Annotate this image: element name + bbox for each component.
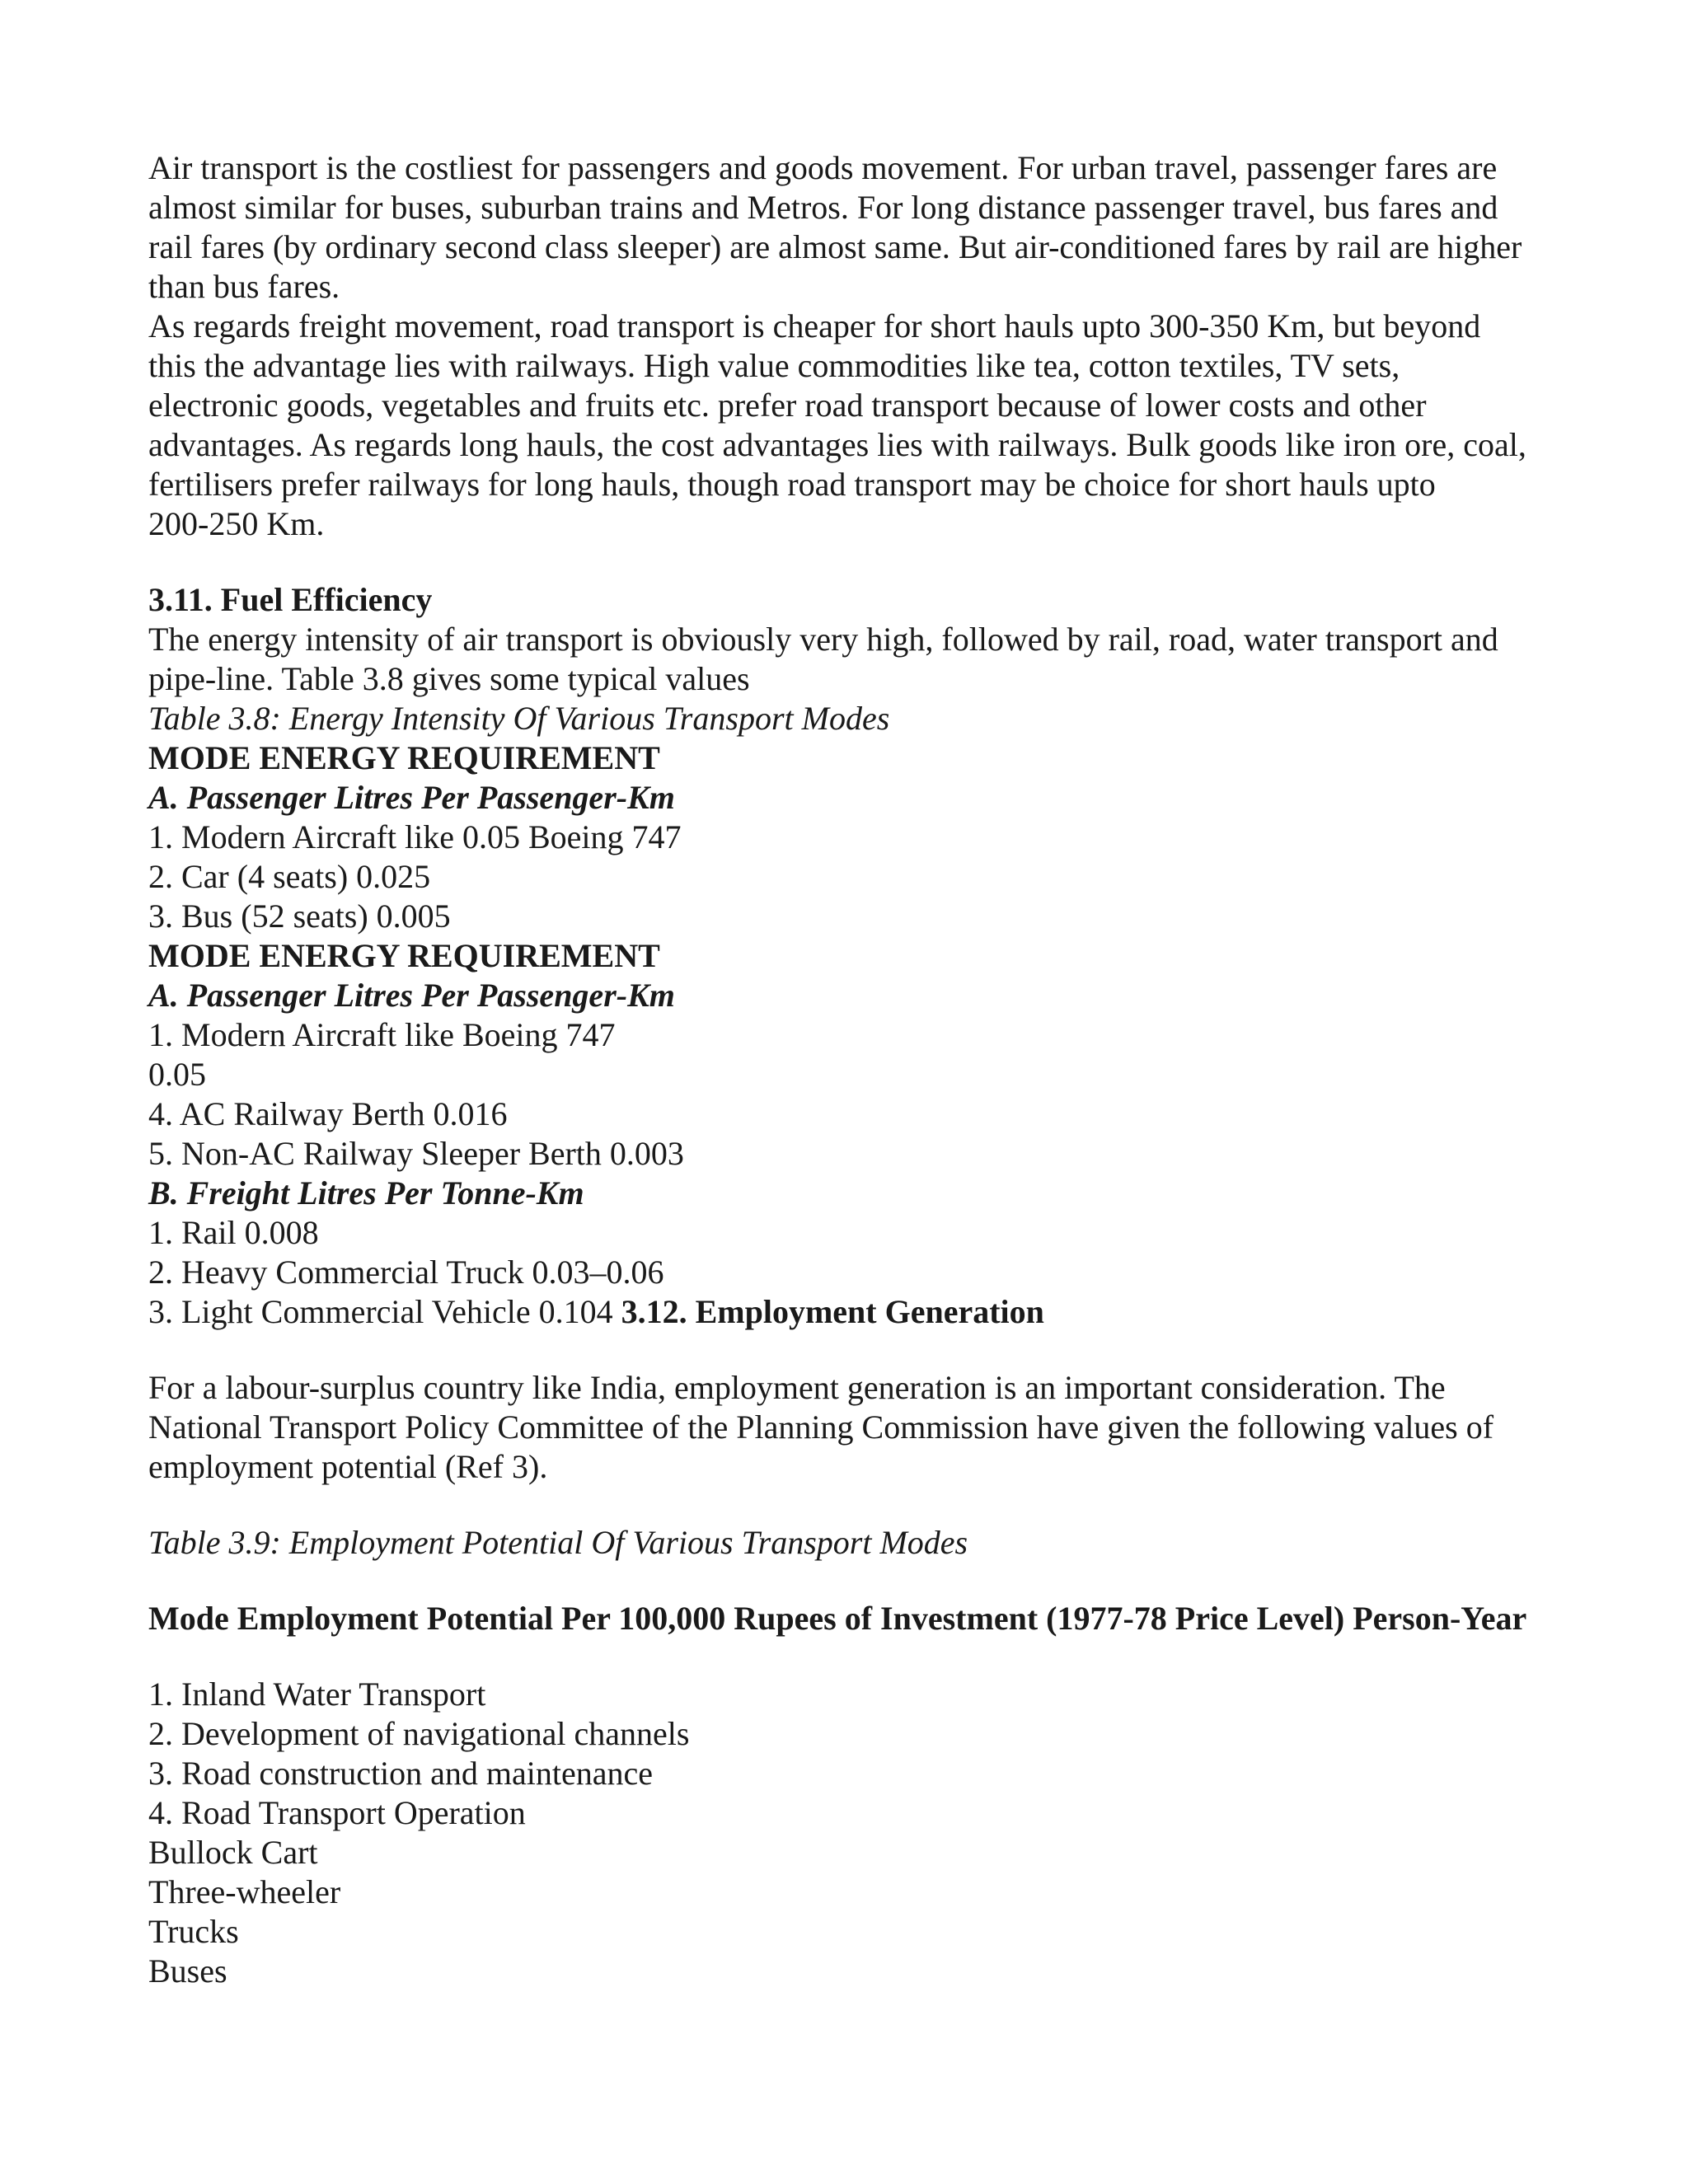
intro-paragraph [148, 148, 1566, 544]
table-row: Three-wheeler [148, 1873, 341, 1910]
section-employment-generation [148, 1368, 1566, 1991]
table-subheading: A. Passenger Litres Per Passenger-Km [148, 779, 675, 816]
table-row: 3. Road construction and maintenance [148, 1755, 654, 1792]
table-row: 3. Bus (52 seats) 0.005 [148, 898, 451, 935]
table-row: 2. Car (4 seats) 0.025 [148, 858, 431, 895]
text-line: advantages. As regards long hauls, the cost advantages lies with railways. Bulk goods like iron ore, coal, [148, 426, 1526, 463]
paragraph-gap [148, 1332, 1566, 1368]
table-caption: Table 3.8: Energy Intensity Of Various Transport Modes [148, 700, 890, 737]
text-line: Air transport is the costliest for passengers and goods movement. For urban travel, passenger fares are [148, 149, 1498, 186]
table-header: MODE ENERGY REQUIREMENT [148, 937, 660, 974]
section-fuel-efficiency [148, 580, 1566, 1332]
table-subheading: A. Passenger Litres Per Passenger-Km [148, 977, 675, 1014]
text-line: rail fares (by ordinary second class sleeper) are almost same. But air-conditioned fares by rail are higher [148, 228, 1522, 265]
table-row: 1. Inland Water Transport [148, 1675, 486, 1713]
text-line: pipe-line. Table 3.8 gives some typical values [148, 660, 750, 697]
paragraph-gap [148, 544, 1566, 580]
text-line: National Transport Policy Committee of the Planning Commission have given the following values of [148, 1408, 1494, 1446]
text-line: The energy intensity of air transport is obviously very high, followed by rail, road, water transport and [148, 621, 1498, 658]
section-heading: 3.11. Fuel Efficiency [148, 581, 433, 618]
paragraph-gap [148, 1487, 1566, 1523]
table-row: 4. AC Railway Berth 0.016 [148, 1095, 508, 1132]
table-row [148, 1292, 1566, 1332]
text-line: 200-250 Km. [148, 505, 325, 542]
table-row-text: 3. Light Commercial Vehicle 0.104 [148, 1293, 621, 1330]
table-row: 4. Road Transport Operation [148, 1794, 526, 1831]
table-header: MODE ENERGY REQUIREMENT [148, 739, 660, 776]
table-row: Bullock Cart [148, 1834, 318, 1871]
text-line: this the advantage lies with railways. High value commodities like tea, cotton textiles, TV sets, [148, 347, 1400, 384]
table-header: Mode Employment Potential Per 100,000 Rupees of Investment (1977-78 Price Level) Person-Year [148, 1600, 1527, 1637]
table-row: Trucks [148, 1913, 239, 1950]
table-row: 0.05 [148, 1056, 206, 1093]
table-row: 5. Non-AC Railway Sleeper Berth 0.003 [148, 1135, 684, 1172]
text-line: employment potential (Ref 3). [148, 1448, 548, 1485]
table-row: 2. Heavy Commercial Truck 0.03–0.06 [148, 1254, 664, 1291]
table-row: 1. Modern Aircraft like 0.05 Boeing 747 [148, 818, 682, 855]
text-line: electronic goods, vegetables and fruits etc. prefer road transport because of lower costs and other [148, 387, 1427, 424]
text-line: almost similar for buses, suburban trains and Metros. For long distance passenger travel, bus fares and [148, 189, 1498, 226]
document-page [148, 148, 1566, 1991]
table-row: 1. Rail 0.008 [148, 1214, 319, 1251]
text-line: As regards freight movement, road transport is cheaper for short hauls upto 300-350 Km, but beyond [148, 307, 1481, 344]
text-line: fertilisers prefer railways for long hauls, though road transport may be choice for short hauls upto [148, 466, 1436, 503]
text-line: For a labour-surplus country like India, employment generation is an important consideration. The [148, 1369, 1446, 1406]
paragraph-gap [148, 1563, 1566, 1599]
table-row: 2. Development of navigational channels [148, 1715, 690, 1752]
paragraph-gap [148, 1638, 1566, 1675]
table-caption: Table 3.9: Employment Potential Of Various Transport Modes [148, 1524, 968, 1561]
text-line: than bus fares. [148, 268, 340, 305]
table-row: Buses [148, 1952, 227, 1990]
table-row: 1. Modern Aircraft like Boeing 747 [148, 1016, 616, 1053]
table-subheading: B. Freight Litres Per Tonne-Km [148, 1174, 584, 1212]
section-heading: 3.12. Employment Generation [621, 1293, 1044, 1330]
